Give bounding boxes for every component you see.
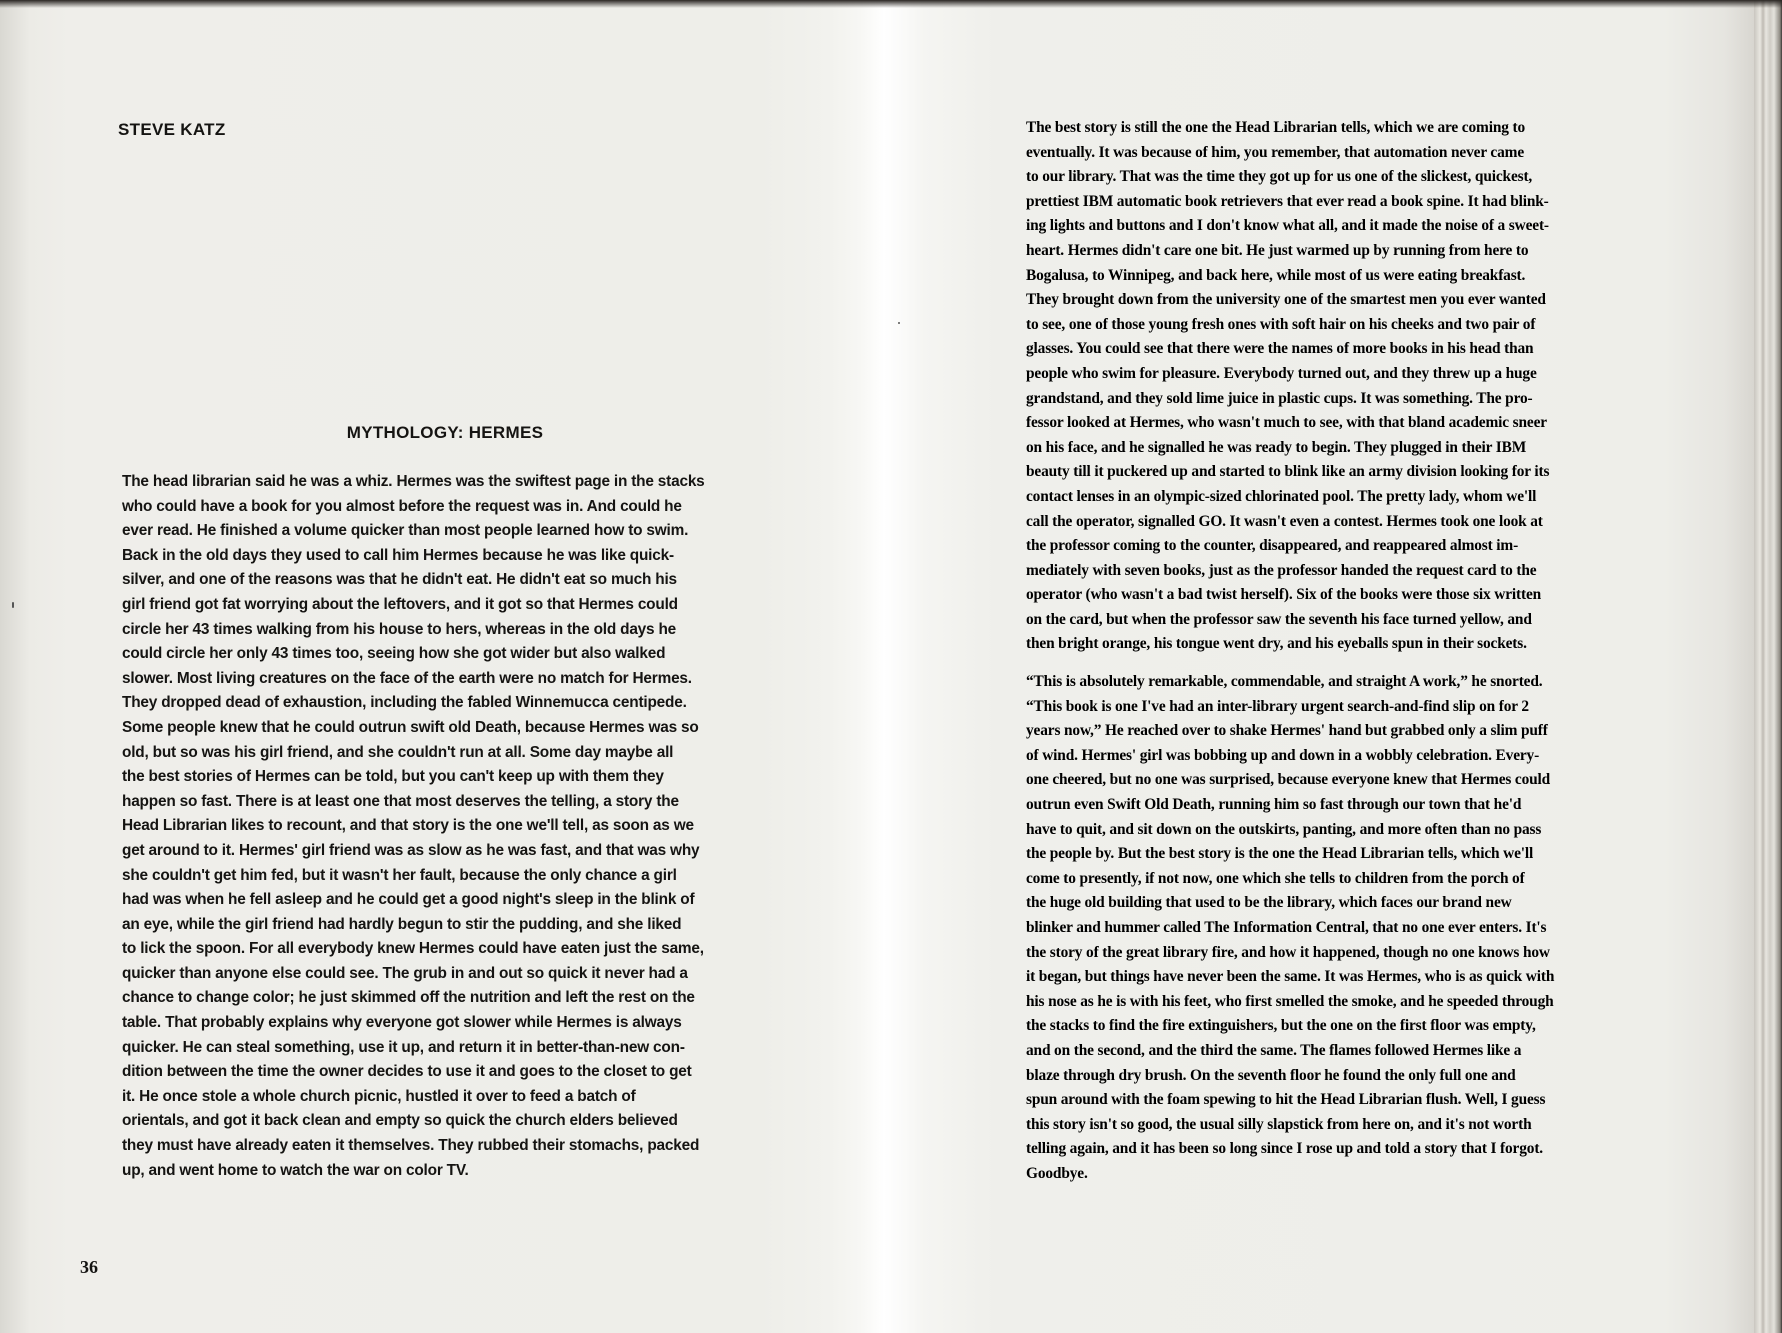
text-line: slower. Most living creatures on the face of the earth were no match for Hermes. xyxy=(122,669,692,687)
text-line: heart. Hermes didn't care one bit. He just warmed up by running from here to xyxy=(1026,241,1529,259)
text-line: old, but so was his girl friend, and she couldn't run at all. Some day maybe all xyxy=(122,743,674,761)
text-line: fessor looked at Hermes, who wasn't much to see, with that bland academic sneer xyxy=(1026,414,1547,432)
text-line: operator (who wasn't a bad twist herself). Six of the books were those six written xyxy=(1026,586,1542,604)
text-line: years now,” He reached over to shake Hermes' hand but grabbed only a slim puff xyxy=(1026,722,1548,740)
text-line: on his face, and he signalled he was ready to begin. They plugged in their IBM xyxy=(1026,438,1527,456)
text-line: have to quit, and sit down on the outskirts, panting, and more often than no pass xyxy=(1026,820,1542,838)
text-line: the stacks to find the fire extinguishers, but the one on the first floor was empty, xyxy=(1026,1017,1536,1035)
text-line: beauty till it puckered up and started to blink like an army division looking for its xyxy=(1026,463,1550,481)
text-line: she couldn't get him fed, but it wasn't her fault, because the only chance a girl xyxy=(122,866,677,884)
text-line: “This is absolutely remarkable, commendable, and straight A work,” he snorted. xyxy=(1026,673,1543,690)
text-line: grandstand, and they sold lime juice in plastic cups. It was something. The pro- xyxy=(1026,389,1533,407)
text-line: spun around with the foam spewing to hit the Head Librarian flush. Well, I guess xyxy=(1026,1091,1546,1109)
text-line: Head Librarian likes to recount, and that story is the one we'll tell, as soon as we xyxy=(122,817,694,835)
text-line: to see, one of those young fresh ones with soft hair on his cheeks and two pair of xyxy=(1026,315,1536,333)
page-edges xyxy=(1754,0,1782,1333)
text-line: one cheered, but no one was surprised, because everyone knew that Hermes could xyxy=(1026,771,1551,789)
text-line: it. He once stole a whole church picnic, hustled it over to feed a batch of xyxy=(122,1087,636,1105)
text-line: They brought down from the university one of the smartest men you ever wanted xyxy=(1026,291,1546,309)
paper-speck xyxy=(898,322,900,324)
text-line: glasses. You could see that there were the names of more books in his head than xyxy=(1026,340,1534,358)
text-line: The head librarian said he was a whiz. Hermes was the swiftest page in the stacks xyxy=(122,473,705,490)
text-line: orientals, and got it back clean and empty so quick the church elders believed xyxy=(122,1112,678,1130)
paper-speck xyxy=(12,602,14,608)
text-line: They dropped dead of exhaustion, including the fabled Winnemucca centipede. xyxy=(122,694,687,712)
right-body-paragraph-1 xyxy=(1026,116,1549,657)
text-line: and on the second, and the third the same. The flames followed Hermes like a xyxy=(1026,1041,1522,1059)
text-line: outrun even Swift Old Death, running him so fast through our town that he'd xyxy=(1026,795,1522,813)
text-line: it began, but things have never been the same. It was Hermes, who is as quick with xyxy=(1026,968,1555,986)
text-line: to our library. That was the time they got up for us one of the slickest, quickest, xyxy=(1026,168,1533,186)
text-line: could circle her only 43 times too, seeing how she got wider but also walked xyxy=(122,645,666,663)
text-line: table. That probably explains why everyone got slower while Hermes is always xyxy=(122,1014,682,1032)
text-line: quicker than anyone else could see. The grub in and out so quick it never had a xyxy=(122,964,688,982)
text-line: dition between the time the owner decides to use it and goes to the closet to get xyxy=(122,1063,692,1081)
page-number: 36 xyxy=(80,1257,98,1277)
text-line: telling again, and it has been so long since I rose up and told a story that I forgot. xyxy=(1026,1140,1543,1158)
left-body-text xyxy=(122,470,705,1183)
text-line: the story of the great library fire, and how it happened, though no one knows how xyxy=(1026,943,1550,961)
text-line: come to presently, if not now, one which she tells to children from the porch of xyxy=(1026,869,1525,887)
text-line: circle her 43 times walking from his house to hers, whereas in the old days he xyxy=(122,620,677,638)
text-line: of wind. Hermes' girl was bobbing up and down in a wobbly celebration. Every- xyxy=(1026,746,1540,764)
text-line: the professor coming to the counter, disappeared, and reappeared almost im- xyxy=(1026,537,1519,555)
text-line: they must have already eaten it themselves. They rubbed their stomachs, packed xyxy=(122,1137,700,1155)
text-line: eventually. It was because of him, you remember, that automation never came xyxy=(1026,143,1525,161)
text-line: then bright orange, his tongue went dry, and his eyeballs spun in their sockets. xyxy=(1026,635,1527,653)
text-line: Goodbye. xyxy=(1026,1164,1088,1182)
text-line: the best stories of Hermes can be told, but you can't keep up with them they xyxy=(122,768,664,786)
text-line: blaze through dry brush. On the seventh floor he found the only full one and xyxy=(1026,1066,1516,1084)
text-line: ing lights and buttons and I don't know what all, and it made the noise of a sweet- xyxy=(1026,217,1549,235)
text-line: to lick the spoon. For all everybody knew Hermes could have eaten just the same, xyxy=(122,940,704,958)
text-line: had was when he fell asleep and he could get a good night's sleep in the blink of xyxy=(122,891,695,909)
text-line: Back in the old days they used to call him Hermes because he was like quick- xyxy=(122,546,674,564)
top-shadow xyxy=(0,0,1782,8)
text-line: quicker. He can steal something, use it up, and return it in better-than-new con- xyxy=(122,1038,685,1056)
text-line: happen so fast. There is at least one that most deserves the telling, a story the xyxy=(122,792,679,810)
text-line: the huge old building that used to be the library, which faces our brand new xyxy=(1026,894,1512,912)
right-body-paragraph-2 xyxy=(1026,670,1554,1186)
text-line: his nose as he is with his feet, who first smelled the smoke, and he speeded through xyxy=(1026,992,1554,1010)
text-line: mediately with seven books, just as the professor handed the request card to the xyxy=(1026,561,1537,579)
text-line: this story isn't so good, the usual silly slapstick from here on, and it's not worth xyxy=(1026,1115,1532,1133)
text-line: who could have a book for you almost before the request was in. And could he xyxy=(122,497,682,515)
text-line: chance to change color; he just skimmed off the nutrition and left the rest on the xyxy=(122,989,695,1007)
text-line: Bogalusa, to Winnipeg, and back here, while most of us were eating breakfast. xyxy=(1026,266,1526,284)
text-line: up, and went home to watch the war on color TV. xyxy=(122,1161,469,1179)
text-line: The best story is still the one the Head Librarian tells, which we are coming to xyxy=(1026,119,1525,136)
text-line: “This book is one I've had an inter-library urgent search-and-find slip on for 2 xyxy=(1026,697,1529,715)
text-line: get around to it. Hermes' girl friend was as slow as he was fast, and that was why xyxy=(122,841,700,859)
text-line: the people by. But the best story is the one the Head Librarian tells, which we'll xyxy=(1026,845,1534,863)
text-line: call the operator, signalled GO. It wasn't even a contest. Hermes took one look at xyxy=(1026,512,1543,530)
running-head-author: STEVE KATZ xyxy=(118,120,226,139)
section-title: MYTHOLOGY: HERMES xyxy=(346,423,544,442)
text-line: prettiest IBM automatic book retrievers that ever read a book spine. It had blink- xyxy=(1026,192,1549,210)
left-page xyxy=(0,0,884,1333)
text-line: people who swim for pleasure. Everybody turned out, and they threw up a huge xyxy=(1026,364,1537,382)
text-line: ever read. He finished a volume quicker than most people learned how to swim. xyxy=(122,522,689,540)
text-line: girl friend got fat worrying about the leftovers, and it got so that Hermes could xyxy=(122,595,678,613)
text-line: blinker and hummer called The Information Central, that no one ever enters. It's xyxy=(1026,918,1547,936)
text-line: Some people knew that he could outrun swift old Death, because Hermes was so xyxy=(122,718,699,736)
text-line: on the card, but when the professor saw the seventh his face turned yellow, and xyxy=(1026,610,1532,628)
text-line: an eye, while the girl friend had hardly begun to stir the pudding, and she liked xyxy=(122,915,682,933)
text-line: silver, and one of the reasons was that he didn't eat. He didn't eat so much his xyxy=(122,571,677,589)
text-line: contact lenses in an olympic-sized chlorinated pool. The pretty lady, whom we'll xyxy=(1026,487,1537,505)
